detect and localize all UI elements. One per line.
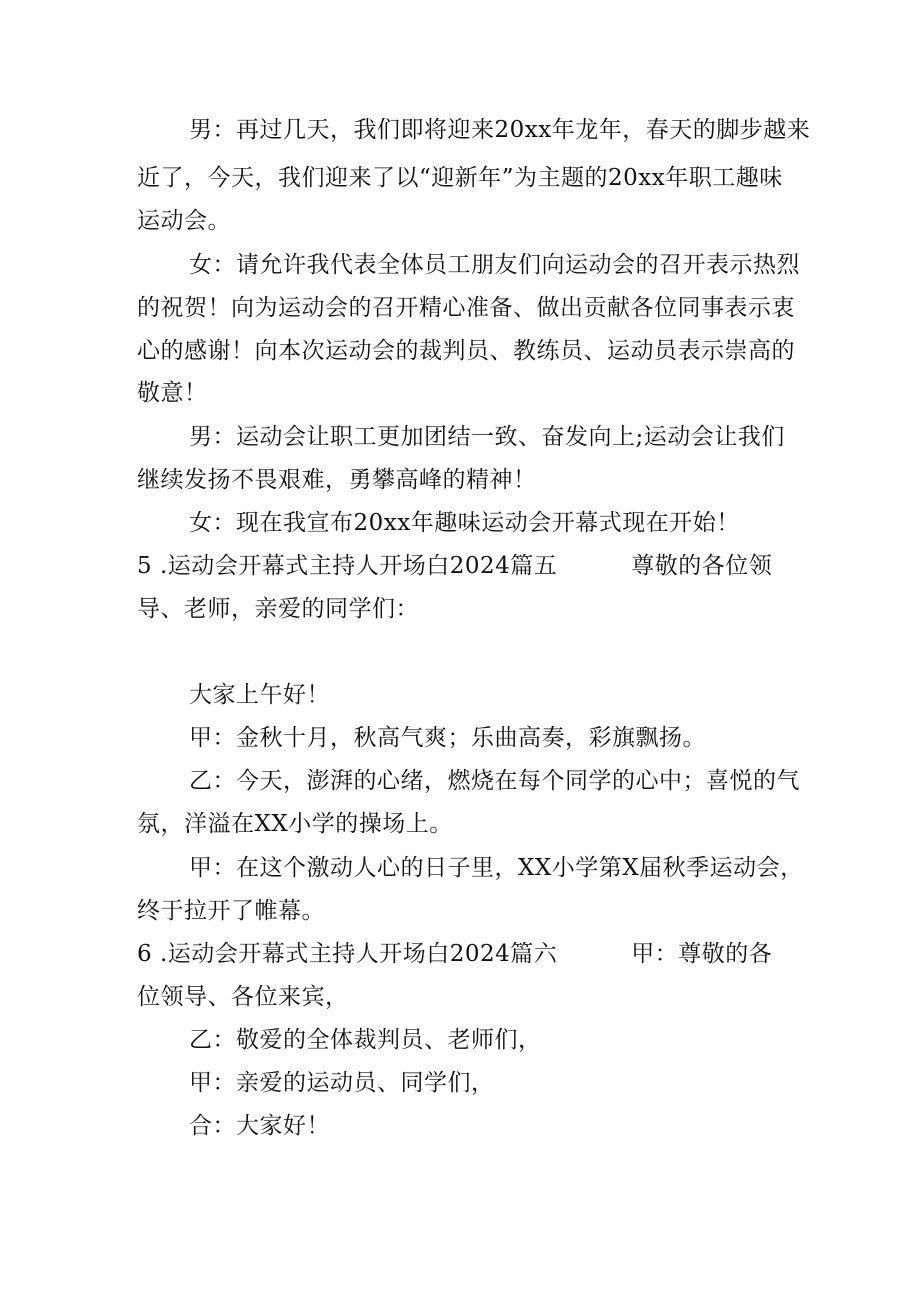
paragraph-line: 运动会。 <box>137 208 231 234</box>
paragraph-line: 合：大家好！ <box>189 1113 330 1139</box>
paragraph-line: 甲：亲爱的运动员、同学们， <box>189 1070 495 1096</box>
paragraph-line: 位领导、各位来宾， <box>137 984 349 1010</box>
paragraph-line: 氛，洋溢在XX小学的操场上。 <box>137 811 453 837</box>
paragraph-line: 敬意！ <box>137 380 208 406</box>
section-heading <box>137 551 772 581</box>
paragraph-line: 的祝贺！向为运动会的召开精心准备、做出贡献各位同事表示衷 <box>137 295 795 321</box>
section-heading-tail: 尊敬的各位领 <box>631 553 773 579</box>
section-heading-title: 6 .运动会开幕式主持人开场白2024篇六 <box>137 941 558 967</box>
paragraph-line: 男：再过几天，我们即将迎来20xx年龙年，春天的脚步越来 <box>189 117 811 143</box>
paragraph-line: 终于拉开了帷幕。 <box>137 898 325 924</box>
section-heading-title: 5 .运动会开幕式主持人开场白2024篇五 <box>137 553 558 579</box>
paragraph-line: 甲：在这个激动人心的日子里，XX小学第X届秋季运动会， <box>189 855 804 881</box>
paragraph-line: 乙：今天，澎湃的心绪，燃烧在每个同学的心中；喜悦的气 <box>189 768 800 794</box>
paragraph-line: 心的感谢！向本次运动会的裁判员、教练员、运动员表示崇高的 <box>137 338 795 364</box>
paragraph-line: 甲：金秋十月，秋高气爽；乐曲高奏，彩旗飘扬。 <box>189 725 706 751</box>
paragraph-line: 乙：敬爱的全体裁判员、老师们， <box>189 1027 542 1053</box>
paragraph-line: 男：运动会让职工更加团结一致、奋发向上;运动会让我们 <box>189 424 785 450</box>
section-heading-tail: 甲：尊敬的各 <box>631 941 773 967</box>
paragraph-line: 导、老师，亲爱的同学们： <box>137 596 419 622</box>
paragraph-line: 继续发扬不畏艰难，勇攀高峰的精神！ <box>137 467 537 493</box>
paragraph-line: 女：现在我宣布20xx年趣味运动会开幕式现在开始！ <box>189 510 740 536</box>
paragraph-line: 女：请允许我代表全体员工朋友们向运动会的召开表示热烈 <box>189 252 800 278</box>
paragraph-line: 近了，今天，我们迎来了以“迎新年”为主题的20xx年职工趣味 <box>137 165 783 191</box>
section-heading <box>137 939 772 969</box>
paragraph-line: 大家上午好！ <box>189 682 330 708</box>
